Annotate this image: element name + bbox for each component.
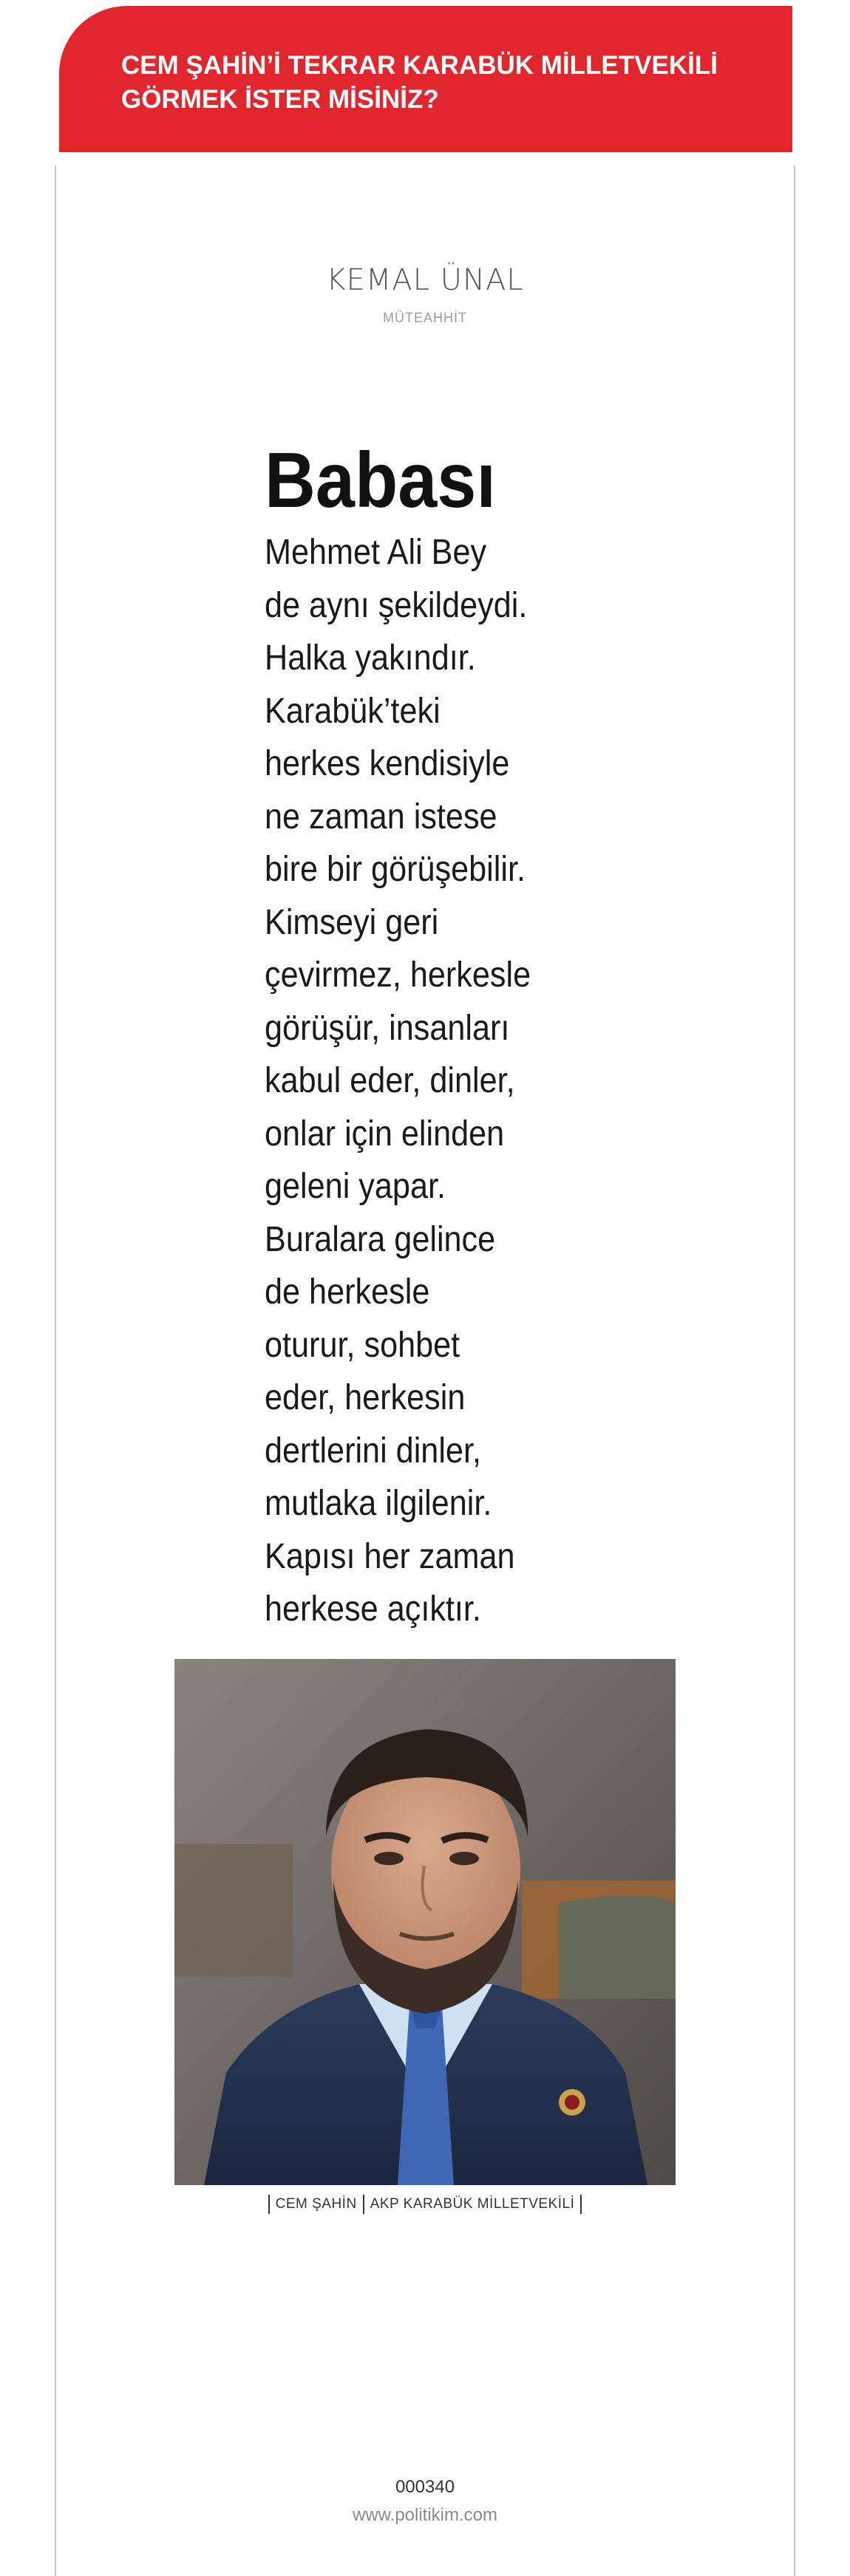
- byline-name: KEMAL ÜNAL: [326, 263, 524, 297]
- footer-url: www.politikim.com: [352, 2505, 498, 2525]
- caption-separator: [268, 2195, 270, 2214]
- frame-right-border: [794, 166, 795, 2576]
- header-title: [121, 49, 772, 117]
- article-heading: Babası: [265, 437, 496, 524]
- header-title-line-1: CEM ŞAHİN’İ TEKRAR KARABÜK MİLLETVEKİLİ: [121, 51, 718, 80]
- portrait-illustration: [174, 1659, 676, 2185]
- photo-caption: [0, 2195, 850, 2214]
- header-title-line-2: GÖRMEK İSTER MİSİNİZ?: [121, 85, 439, 114]
- caption-separator: [363, 2195, 364, 2214]
- byline-role: MÜTEAHHİT: [383, 310, 467, 325]
- footer-code: 000340: [395, 2477, 455, 2497]
- article-body: Mehmet Ali Bey de aynı şekildeydi. Halka yakındır. Karabük’teki herkes kendisiyle ne zaman istese bire bir görüşebilir. Kimseyi geri çevirmez, herkesle görüşür, insanları kabul eder, dinler, onlar için elinden geleni yapar. Buralara gelince de herkesle oturur, sohbet eder, herkesin dertlerini dinler, mutlaka ilgilenir. Kapısı her zaman herkese açıktır.: [265, 533, 531, 1629]
- caption-title: AKP KARABÜK MİLLETVEKİLİ: [370, 2196, 575, 2212]
- portrait-photo: [174, 1659, 676, 2185]
- caption-name: CEM ŞAHİN: [275, 2196, 357, 2212]
- frame-left-border: [55, 166, 56, 2576]
- caption-separator: [580, 2195, 582, 2214]
- header-banner: [59, 6, 792, 152]
